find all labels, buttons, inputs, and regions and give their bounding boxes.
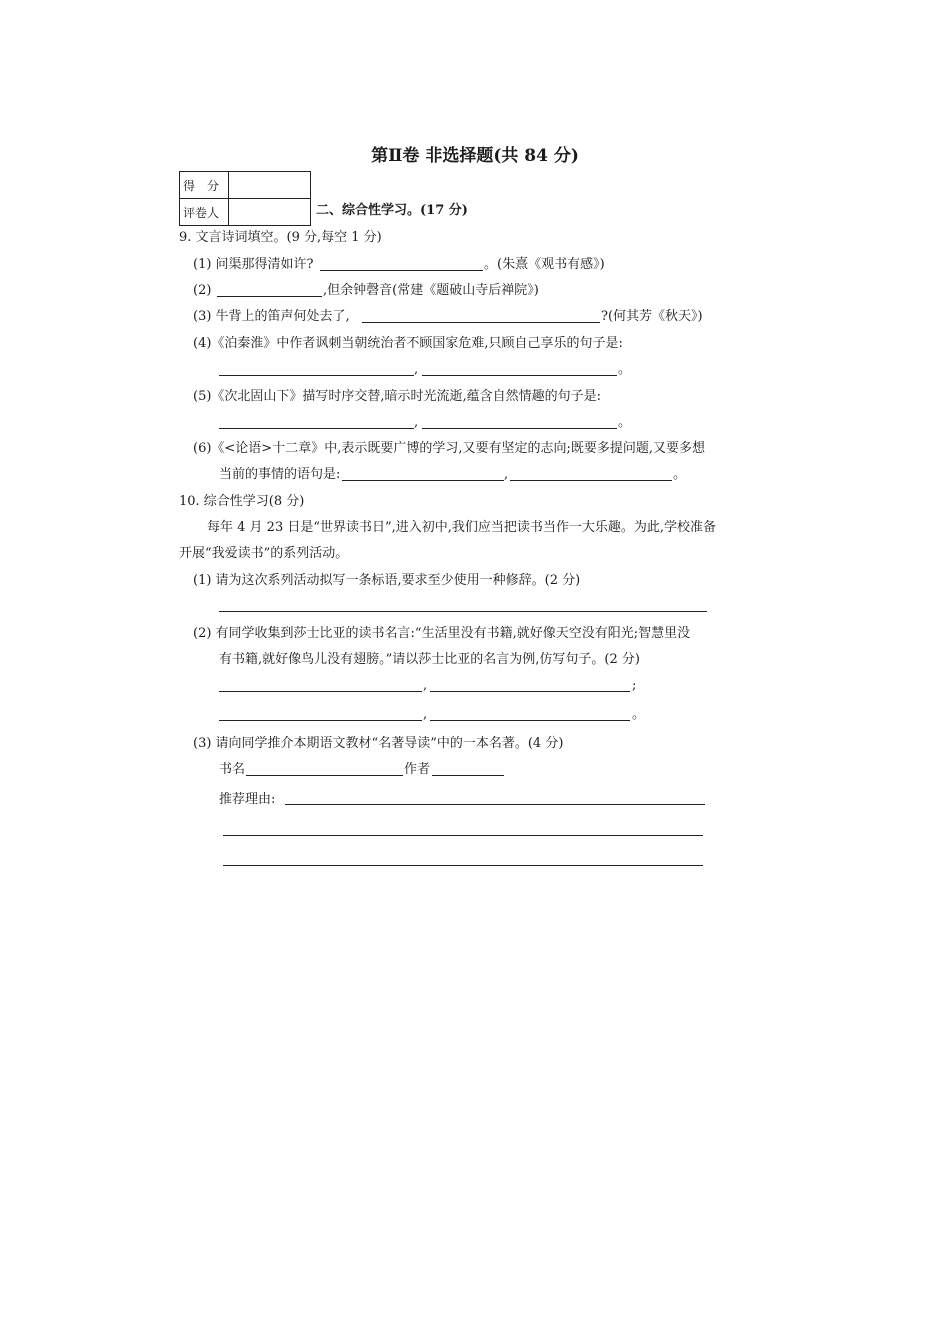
q9-p6-text: (6)《<论语>十二章》中,表示既要广博的学习,又要有坚定的志向;既要多提问题,又要多想	[193, 441, 705, 456]
q10-p2-blank-2[interactable]	[430, 691, 630, 692]
score-label: 得 分	[180, 172, 229, 199]
q10-p2-text-2: 有书籍,就好像鸟儿没有翅膀。”请以莎士比亚的名言为例,仿写句子。(2 分)	[219, 652, 640, 667]
reason-blank-2[interactable]	[223, 835, 703, 836]
score-table	[179, 171, 311, 226]
q9-p3-text: (3) 牛背上的笛声何处去了,	[193, 309, 350, 324]
q9-p1-text: (1) 问渠那得清如许?	[193, 257, 314, 272]
q9-p4-period: 。	[618, 362, 632, 377]
q9-p6-blank-1[interactable]	[342, 480, 504, 481]
q10-intro-2: 开展“我爱读书”的系列活动。	[179, 546, 349, 561]
q9-p3-source: ?(何其芳《秋天》)	[601, 309, 703, 324]
q10-intro-1: 每年 4 月 23 日是“世界读书日”,进入初中,我们应当把读书当作一大乐趣。为此,学校准备	[207, 520, 717, 535]
grader-label: 评卷人	[180, 199, 229, 226]
q9-p5-blank-2[interactable]	[422, 428, 617, 429]
q10-p2-comma-1: ,	[423, 678, 428, 693]
reason-blank-3[interactable]	[223, 865, 703, 866]
q9-p4-blank-2[interactable]	[422, 375, 617, 376]
q9-p6-period: 。	[673, 467, 687, 482]
q10-p2-comma-2: ,	[423, 707, 428, 722]
q10-p2-period: 。	[632, 707, 646, 722]
author-label: 作者	[404, 762, 431, 777]
q9-p2-num: (2)	[193, 283, 212, 298]
reason-label: 推荐理由:	[219, 792, 276, 807]
q10-p2-blank-4[interactable]	[430, 720, 630, 721]
book-label: 书名	[219, 762, 246, 777]
q9-p5-text: (5)《次北固山下》描写时序交替,暗示时光流逝,蕴含自然情趣的句子是:	[193, 389, 602, 404]
q10-p2-blank-3[interactable]	[219, 720, 422, 721]
page-title: 第Ⅱ卷 非选择题(共 84 分)	[371, 146, 579, 166]
book-blank[interactable]	[246, 775, 403, 776]
q10-p1-text: (1) 请为这次系列活动拟写一条标语,要求至少使用一种修辞。(2 分)	[193, 573, 581, 588]
q9-p5-blank-1[interactable]	[219, 428, 414, 429]
q9-p6-text-2: 当前的事情的语句是:	[219, 467, 341, 482]
q9-p6-comma: ,	[504, 467, 509, 482]
q10-p3-text: (3) 请向同学推介本期语文教材“名著导读”中的一本名著。(4 分)	[193, 736, 564, 751]
q9-p6-blank-2[interactable]	[510, 480, 672, 481]
q10-header: 10. 综合性学习(8 分)	[179, 494, 305, 509]
author-blank[interactable]	[432, 775, 504, 776]
reason-blank-1[interactable]	[285, 804, 705, 805]
q9-p4-text: (4)《泊秦淮》中作者讽刺当朝统治者不顾国家危难,只顾自己享乐的句子是:	[193, 336, 623, 351]
q9-p1-source: 。(朱熹《观书有感》)	[484, 257, 605, 272]
q10-p2-text: (2) 有同学收集到莎士比亚的读书名言:“生活里没有书籍,就好像天空没有阳光;智慧里没	[193, 626, 691, 641]
q10-p2-blank-1[interactable]	[219, 691, 422, 692]
q9-p2-blank[interactable]	[217, 296, 322, 297]
section-heading: 二、综合性学习。(17 分)	[316, 203, 468, 218]
q9-p2-text: ,但余钟磬音(常建《题破山寺后禅院》)	[323, 283, 539, 298]
q9-p3-blank[interactable]	[362, 322, 600, 323]
q10-p1-blank[interactable]	[219, 611, 707, 612]
q9-header: 9. 文言诗词填空。(9 分,每空 1 分)	[179, 230, 382, 245]
q9-p1-blank[interactable]	[320, 270, 483, 271]
grader-cell[interactable]	[229, 199, 311, 226]
score-cell[interactable]	[229, 172, 311, 199]
q9-p5-comma: ,	[414, 415, 419, 430]
q10-p2-semicolon: ;	[632, 678, 637, 693]
q9-p5-period: 。	[618, 415, 632, 430]
q9-p4-blank-1[interactable]	[219, 375, 414, 376]
q9-p4-comma: ,	[414, 362, 419, 377]
